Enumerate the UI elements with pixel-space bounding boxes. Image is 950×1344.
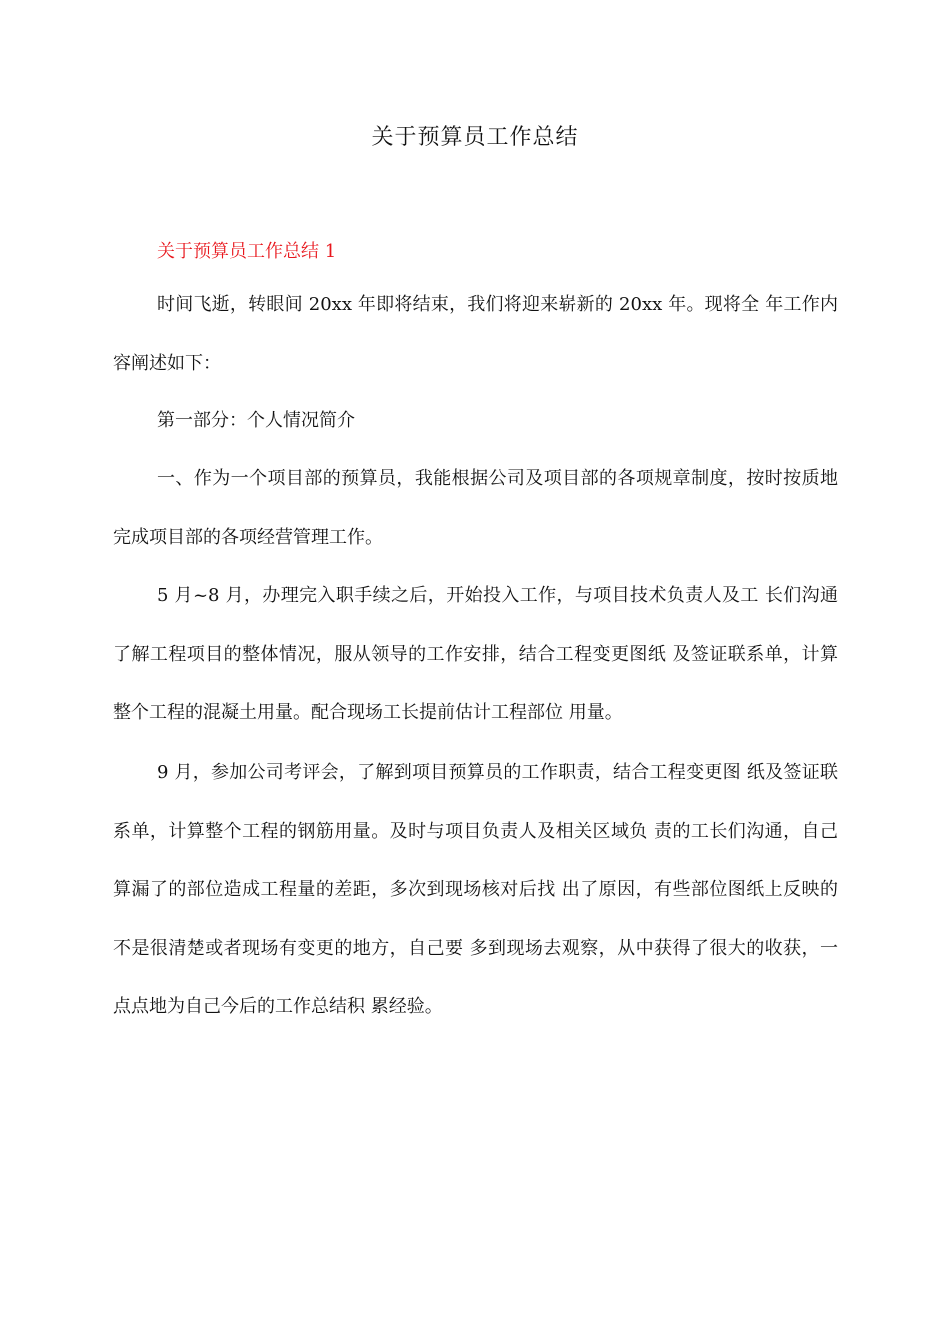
paragraph-september: 9 月，参加公司考评会，了解到项目预算员的工作职责，结合工程变更图 纸及签证联系单，计算整个工程的钢筋用量。及时与项目负责人及相关区域负 责的工长们沟通，自己算漏了的部位造成工程量的差距，多次到现场核对后找 出了原因，有些部位图纸上反映的不是很清楚或者现场有变更的地方，自己要 多到现场去观察，从中获得了很大的收获，一点点地为自己今后的工作总结积 累经验。 — [113, 762, 838, 1017]
paragraph-may-august: 5 月~8 月，办理完入职手续之后，开始投入工作，与项目技术负责人及工 长们沟通了解工程项目的整体情况，服从领导的工作安排，结合工程变更图纸 及签证联系单，计算整个工程的混凝土用量。配合现场工长提前估计工程部位 用量。 — [113, 585, 838, 723]
section-heading: 关于预算员工作总结 1 — [157, 241, 337, 262]
document-title: 关于预算员工作总结 — [371, 125, 579, 150]
paragraph-item-one: 一、作为一个项目部的预算员，我能根据公司及项目部的各项规章制度，按时按质地完成项目部的各项经营管理工作。 — [113, 468, 838, 548]
paragraph-part-one-heading: 第一部分：个人情况简介 — [157, 410, 355, 431]
paragraph-intro: 时间飞逝，转眼间 20xx 年即将结束，我们将迎来崭新的 20xx 年。现将全 年工作内容阐述如下： — [113, 294, 838, 374]
